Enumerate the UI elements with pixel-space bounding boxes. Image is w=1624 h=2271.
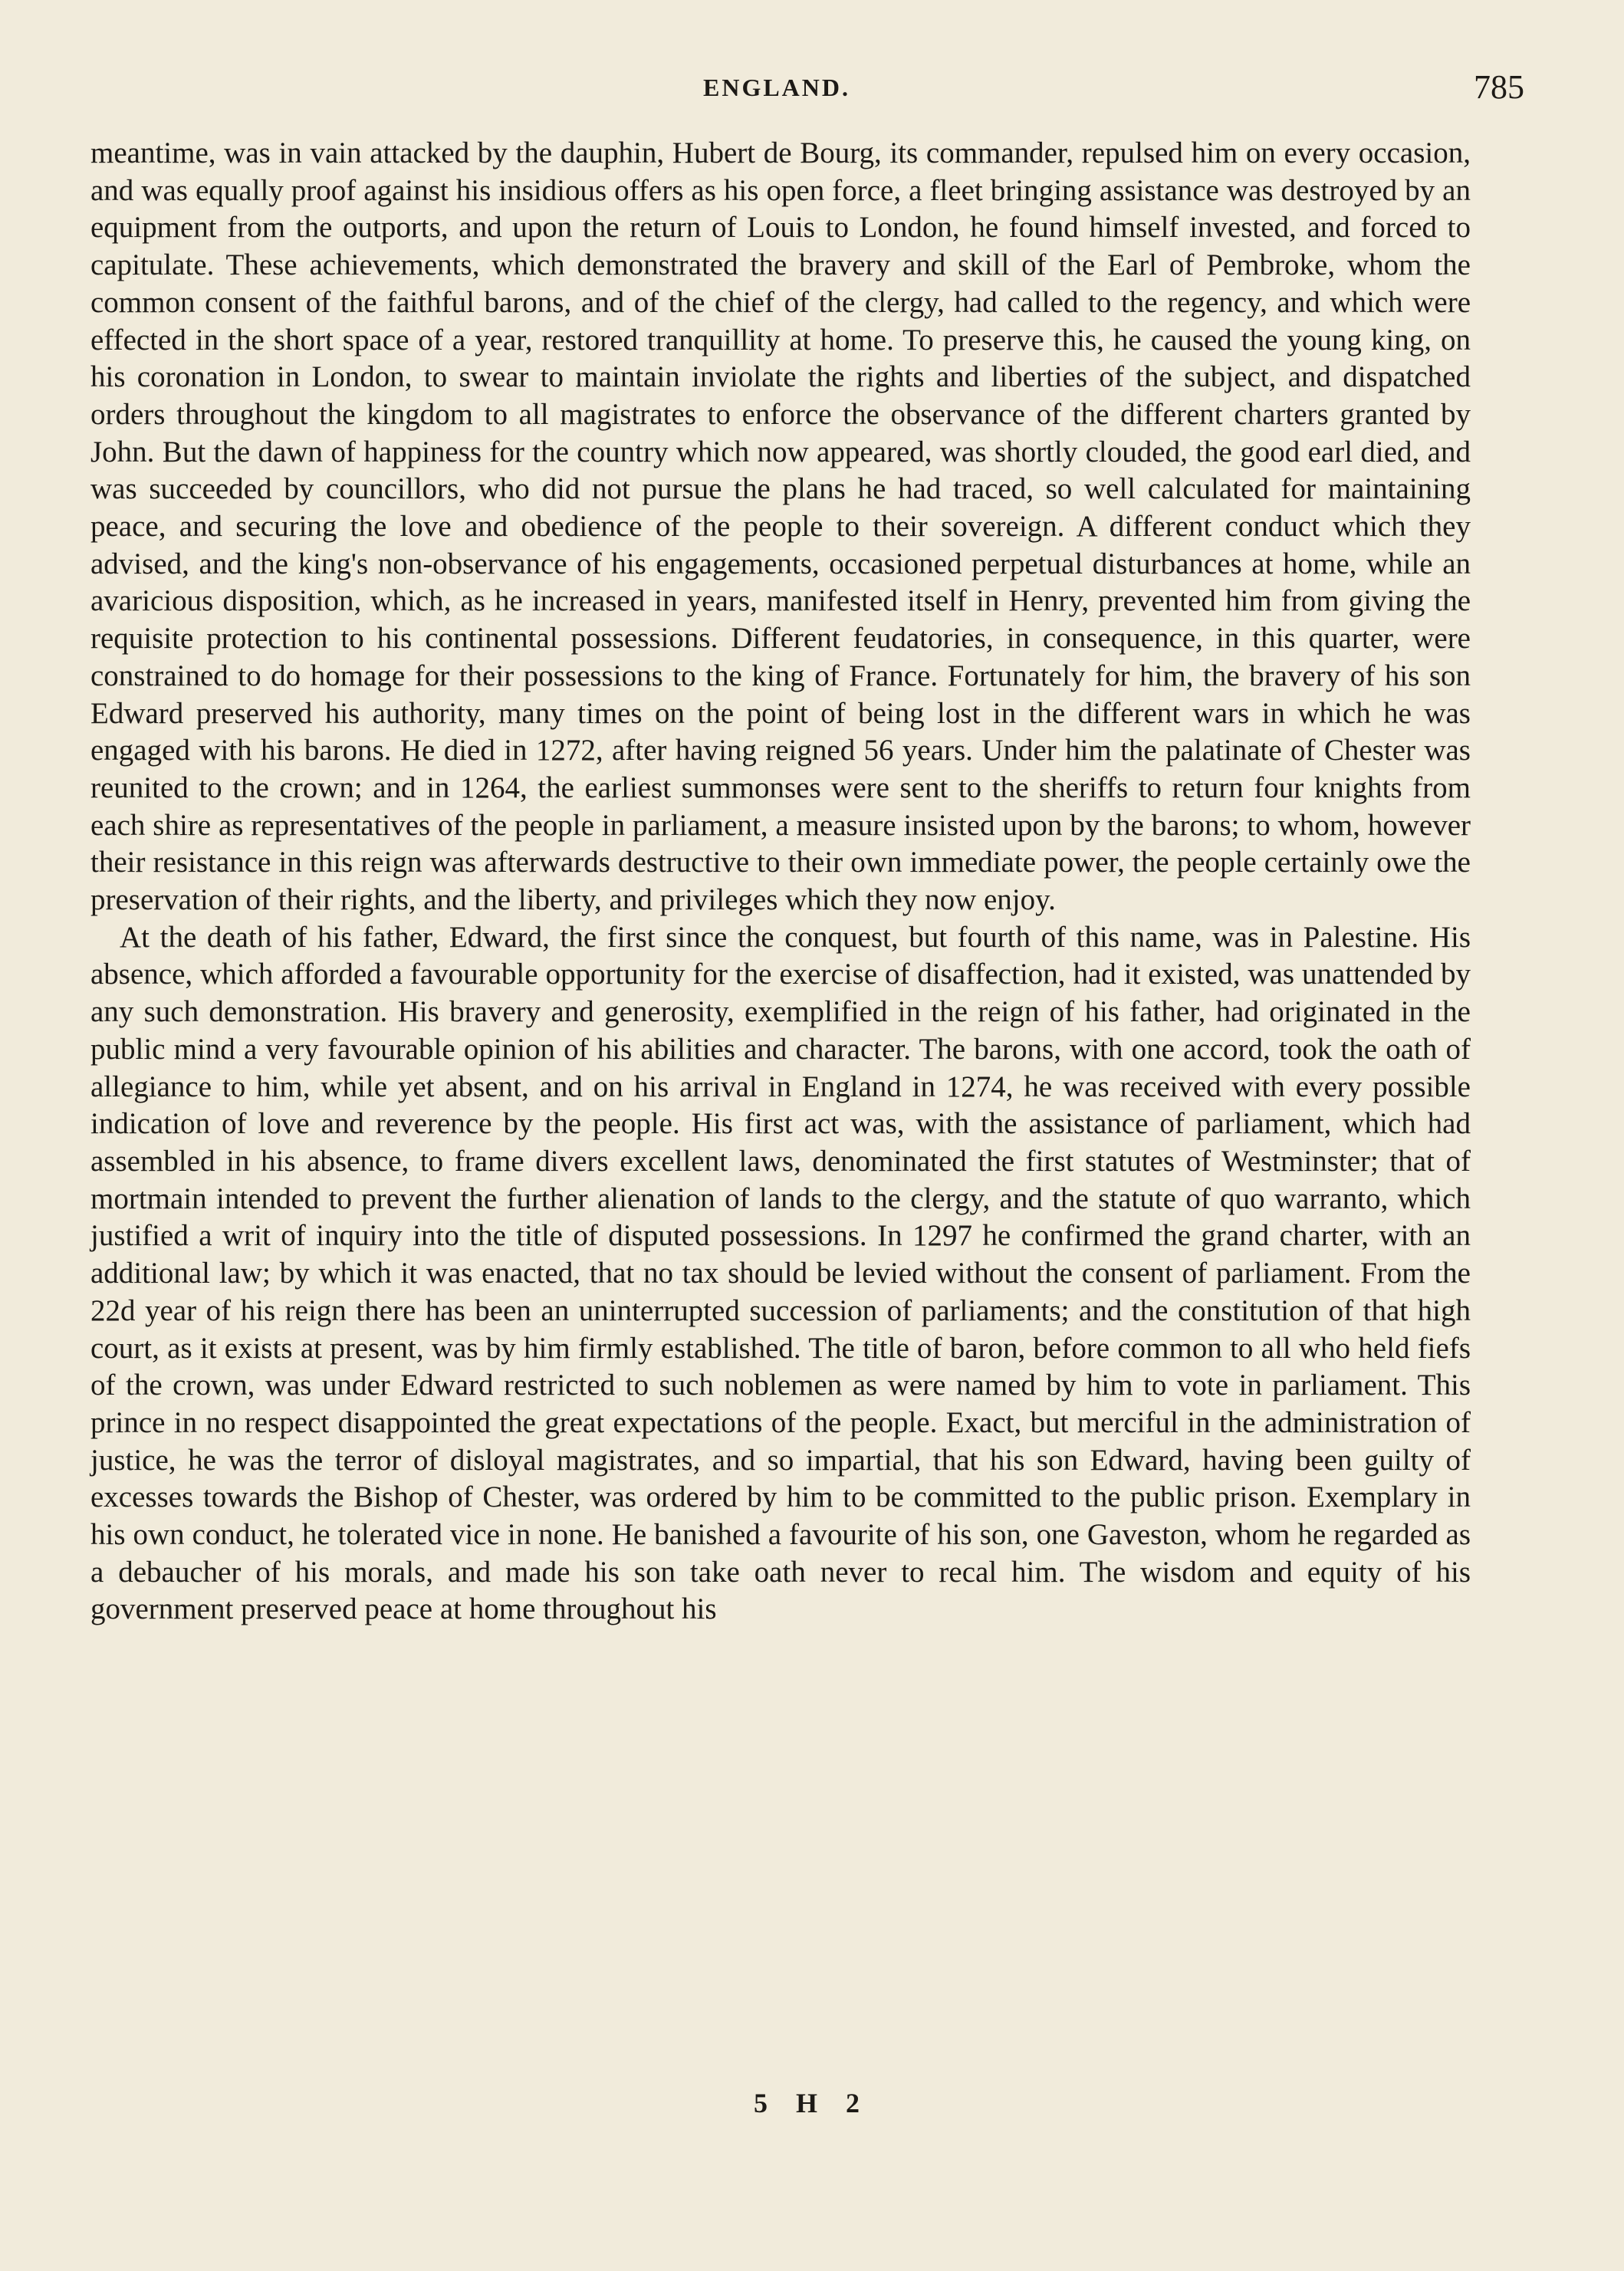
body-text [90,135,1471,1628]
signature-mark: 5 H 2 [753,2088,870,2118]
paragraph-edward-i: At the death of his father, Edward, the first since the conquest, but fourth of this name, was in Palestine. His absence, which afforded a favourable opportunity for the exercise of disaffection, had it existed, was unattended by any such demonstration. His bravery and generosity, exemplified in the reign of his father, had originated in the public mind a very favourable opinion of his abilities and character. The barons, with one accord, took the oath of allegiance to him, while yet absent, and on his arrival in England in 1274, he was received with every possible indication of love and reverence by the people. His first act was, with the assistance of parliament, which had assembled in his absence, to frame divers excellent laws, denominated the first statutes of Westminster; that of mortmain intended to prevent the further alienation of lands to the clergy, and the statute of quo warranto, which justified a writ of inquiry into the title of disputed possessions. In 1297 he confirmed the grand charter, with an additional law; by which it was enacted, that no tax should be levied without the consent of parliament. From the 22d year of his reign there has been an uninterrupted succession of parliaments; and the constitution of that high court, as it exists at present, was by him firmly established. The title of baron, before common to all who held fiefs of the crown, was under Edward restricted to such noblemen as were named by him to vote in parliament. This prince in no respect disappointed the great expectations of the people. Exact, but merciful in the administration of justice, he was the terror of disloyal magistrates, and so impartial, that his son Edward, having been guilty of excesses towards the Bishop of Chester, was ordered by him to be committed to the public prison. Exemplary in his own conduct, he tolerated vice in none. He banished a favourite of his son, one Gaveston, whom he regarded as a debaucher of his morals, and made his son take oath never to recal him. The wisdom and equity of his government preserved peace at home throughout his [90,920,1471,1626]
running-head: ENGLAND. [702,74,850,101]
page-number: 785 [1474,68,1524,106]
page-header [90,68,1524,120]
paragraph-henry-iii: meantime, was in vain attacked by the dauphin, Hubert de Bourg, its commander, repulsed him on every occasion, and was equally proof against his insidious offers as his open force, a fleet bringing assistance was destroyed by an equipment from the outports, and upon the return of Louis to London, he found himself invested, and forced to capitulate. These achievements, which demonstrated the bravery and skill of the Earl of Pembroke, whom the common consent of the faithful barons, and of the chief of the clergy, had called to the regency, and which were effected in the short space of a year, restored tranquillity at home. To preserve this, he caused the young king, on his coronation in London, to swear to maintain inviolate the rights and liberties of the subject, and dispatched orders throughout the kingdom to all magistrates to enforce the observance of the different charters granted by John. But the dawn of happiness for the country which now appeared, was shortly clouded, the good earl died, and was succeeded by councillors, who did not pursue the plans he had traced, so well calculated for maintaining peace, and securing the love and obedience of the people to their sovereign. A different conduct which they advised, and the king's non-observance of his engagements, occasioned perpetual disturbances at home, while an avaricious disposition, which, as he increased in years, manifested itself in Henry, prevented him from giving the requisite protection to his continental possessions. Different feudatories, in consequence, in this quarter, were constrained to do homage for their possessions to the king of France. Fortunately for him, the bravery of his son Edward preserved his authority, many times on the point of being lost in the different wars in which he was engaged with his barons. He died in 1272, after having reigned 56 years. Under him the palatinate of Chester was reunited to the crown; and in 1264, the earliest summonses were sent to the sheriffs to return four knights from each shire as representatives of the people in parliament, a measure insisted upon by the barons; to whom, however their resistance in this reign was afterwards destructive to their own immediate power, the people certainly owe the preservation of their rights, and the liberty, and privileges which they now enjoy. [90,136,1471,917]
